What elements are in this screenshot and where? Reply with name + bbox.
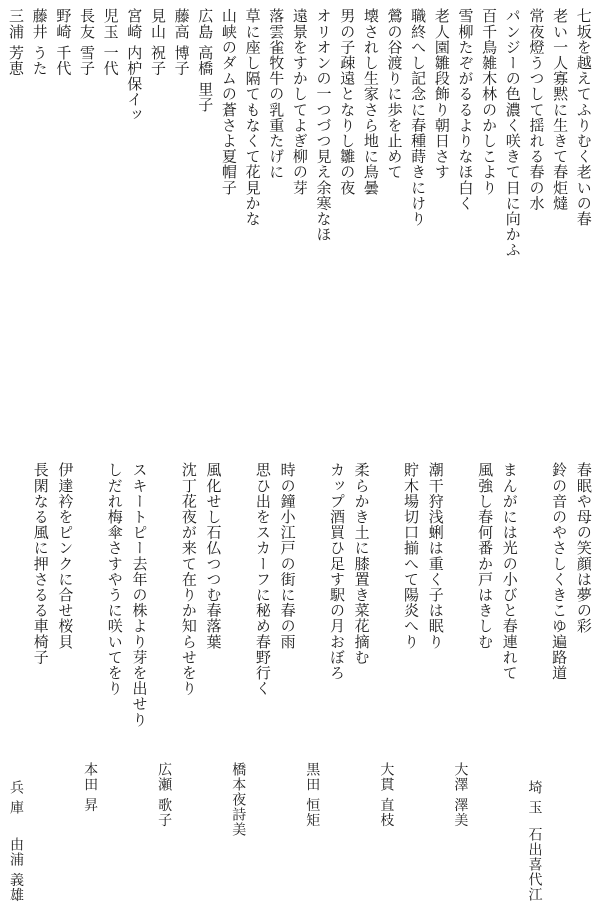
haiku-column <box>219 8 239 448</box>
haiku-column <box>172 8 192 448</box>
author-name: 本田 昇 <box>82 762 99 813</box>
haiku-text: 落雲雀牧牛の乳重たげに <box>267 8 286 180</box>
haiku-text: 宮崎 内枦保イッ <box>125 8 144 123</box>
author-column <box>80 462 100 902</box>
haiku-text: 老人園雛段飾り朝日さす <box>432 8 451 180</box>
haiku-column <box>361 8 381 448</box>
top-band <box>6 8 594 448</box>
haiku-column <box>385 8 405 448</box>
haiku-column <box>500 462 520 902</box>
haiku-text: 時の鐘小江戸の街に春の雨 <box>278 462 297 650</box>
haiku-column <box>352 462 372 902</box>
haiku-text: 風強し春何番か戸はきしむ <box>476 462 495 650</box>
haiku-text: 山峡のダムの蒼さよ夏帽子 <box>219 8 238 196</box>
author-name: 大澤 澤美 <box>452 762 469 828</box>
haiku-column <box>290 8 310 448</box>
haiku-text: 思ひ出をスカーフに秘め春野行く <box>253 462 272 696</box>
haiku-text: まんがには光の小びと春連れて <box>500 462 519 681</box>
haiku-text: 雪柳たぞがるるよりなほ白く <box>456 8 475 211</box>
haiku-text: パンジーの色濃く咲きて日に向かふ <box>503 8 522 258</box>
haiku-column <box>30 8 50 448</box>
haiku-column <box>129 462 149 902</box>
haiku-column <box>6 8 26 448</box>
haiku-column <box>148 8 168 448</box>
author-name: 大貫 直枝 <box>378 762 395 828</box>
haiku-text: 職終へし記念に春種蒔きにけり <box>409 8 428 227</box>
haiku-text: 草に座し隔てもなくて花見かな <box>243 8 262 227</box>
haiku-text: 鈴の音のやさしくきこゆ遍路道 <box>550 462 569 681</box>
haiku-column <box>266 8 286 448</box>
haiku-column <box>574 8 594 448</box>
haiku-text: 沈丁花夜が来て在りか知らせをり <box>179 462 198 696</box>
haiku-column <box>179 462 199 902</box>
author-column <box>450 462 470 902</box>
haiku-text: 七坂を越えてふりむく老いの春 <box>574 8 593 227</box>
haiku-column <box>550 8 570 448</box>
author-credit <box>376 762 396 902</box>
author-column <box>6 462 26 902</box>
haiku-column <box>426 462 446 902</box>
haiku-column <box>55 462 75 902</box>
haiku-column <box>574 462 594 902</box>
haiku-column <box>327 462 347 902</box>
haiku-column <box>314 8 334 448</box>
haiku-text: 常夜燈うつして揺れる春の水 <box>527 8 546 211</box>
haiku-column <box>549 462 569 902</box>
haiku-column <box>77 8 97 448</box>
author-prefecture: 埼玉 <box>526 780 543 820</box>
haiku-column <box>204 462 224 902</box>
haiku-text: 男の子疎遠となりし雛の夜 <box>338 8 357 196</box>
haiku-text: 藤高 博子 <box>172 8 191 76</box>
haiku-column <box>455 8 475 448</box>
author-credit <box>228 762 248 902</box>
haiku-text: 伊達衿をピンクに合せ桜貝 <box>56 462 75 650</box>
author-credit <box>450 762 470 902</box>
haiku-text: 百千鳥雑木林のかしこより <box>480 8 499 196</box>
haiku-column <box>503 8 523 448</box>
author-name: 広瀬 歌子 <box>156 762 173 828</box>
haiku-text: オリオンの一つづつ見え余寒なほ <box>314 8 333 242</box>
haiku-column <box>526 8 546 448</box>
haiku-text: 風化せし石仏つつむ春落葉 <box>204 462 223 650</box>
bottom-band <box>6 462 594 902</box>
haiku-column <box>124 8 144 448</box>
haiku-column <box>278 462 298 902</box>
haiku-column <box>337 8 357 448</box>
haiku-text: 広島 高橋 里子 <box>196 8 215 113</box>
author-credit <box>6 780 26 902</box>
author-prefecture: 兵庫 <box>8 780 24 820</box>
author-column <box>154 462 174 902</box>
haiku-column <box>101 8 121 448</box>
haiku-column <box>408 8 428 448</box>
haiku-text: 三浦 芳恵 <box>7 8 25 76</box>
haiku-column <box>479 8 499 448</box>
haiku-column <box>401 462 421 902</box>
author-name: 黒田 恒矩 <box>304 762 321 828</box>
haiku-text: 野崎 千代 <box>54 8 73 76</box>
haiku-column <box>243 8 263 448</box>
haiku-text: 鶯の谷渡りに歩を止めて <box>385 8 404 180</box>
haiku-text: 老い一人寡黙に生きて春炬燵 <box>551 8 570 211</box>
author-credit <box>302 762 322 902</box>
author-name: 由浦 義雄 <box>8 836 24 902</box>
haiku-column <box>432 8 452 448</box>
haiku-text: 壊されし生家さら地に鳥曇 <box>361 8 380 196</box>
author-credit <box>80 762 100 902</box>
author-name: 橋本夜詩美 <box>230 762 247 837</box>
haiku-text: カップ酒買ひ足す駅の月おぼろ <box>327 462 346 681</box>
haiku-text: 柔らかき土に膝置き菜花摘む <box>352 462 371 665</box>
haiku-column <box>105 462 125 902</box>
haiku-text: 見山 祝子 <box>148 8 167 76</box>
haiku-text: 遠景をすかしてよぎ柳の芽 <box>290 8 309 196</box>
author-column <box>228 462 248 902</box>
haiku-column <box>31 462 51 902</box>
haiku-column <box>475 462 495 902</box>
haiku-text: 児玉 一代 <box>101 8 120 76</box>
author-column <box>302 462 322 902</box>
author-credit <box>524 780 544 902</box>
haiku-text: 藤井 うた <box>30 8 49 76</box>
author-name: 石出喜代江 <box>526 827 543 902</box>
haiku-text: 長閑なる風に押さるる車椅子 <box>31 462 50 665</box>
haiku-text: 長友 雪子 <box>77 8 96 76</box>
haiku-column <box>253 462 273 902</box>
haiku-column <box>53 8 73 448</box>
haiku-text: しだれ梅傘さすやうに咲いてをり <box>105 462 124 696</box>
haiku-text: 貯木場切口揃へて陽炎へり <box>402 462 420 650</box>
haiku-text: スキートピー去年の株より芽を出せり <box>130 462 149 728</box>
author-column <box>376 462 396 902</box>
author-credit <box>154 762 174 902</box>
haiku-text: 春眠や母の笑顔は夢の彩 <box>574 462 593 634</box>
haiku-column <box>195 8 215 448</box>
author-column <box>524 462 544 902</box>
haiku-text: 潮干狩浅蜊は重く子は眠り <box>426 462 445 650</box>
